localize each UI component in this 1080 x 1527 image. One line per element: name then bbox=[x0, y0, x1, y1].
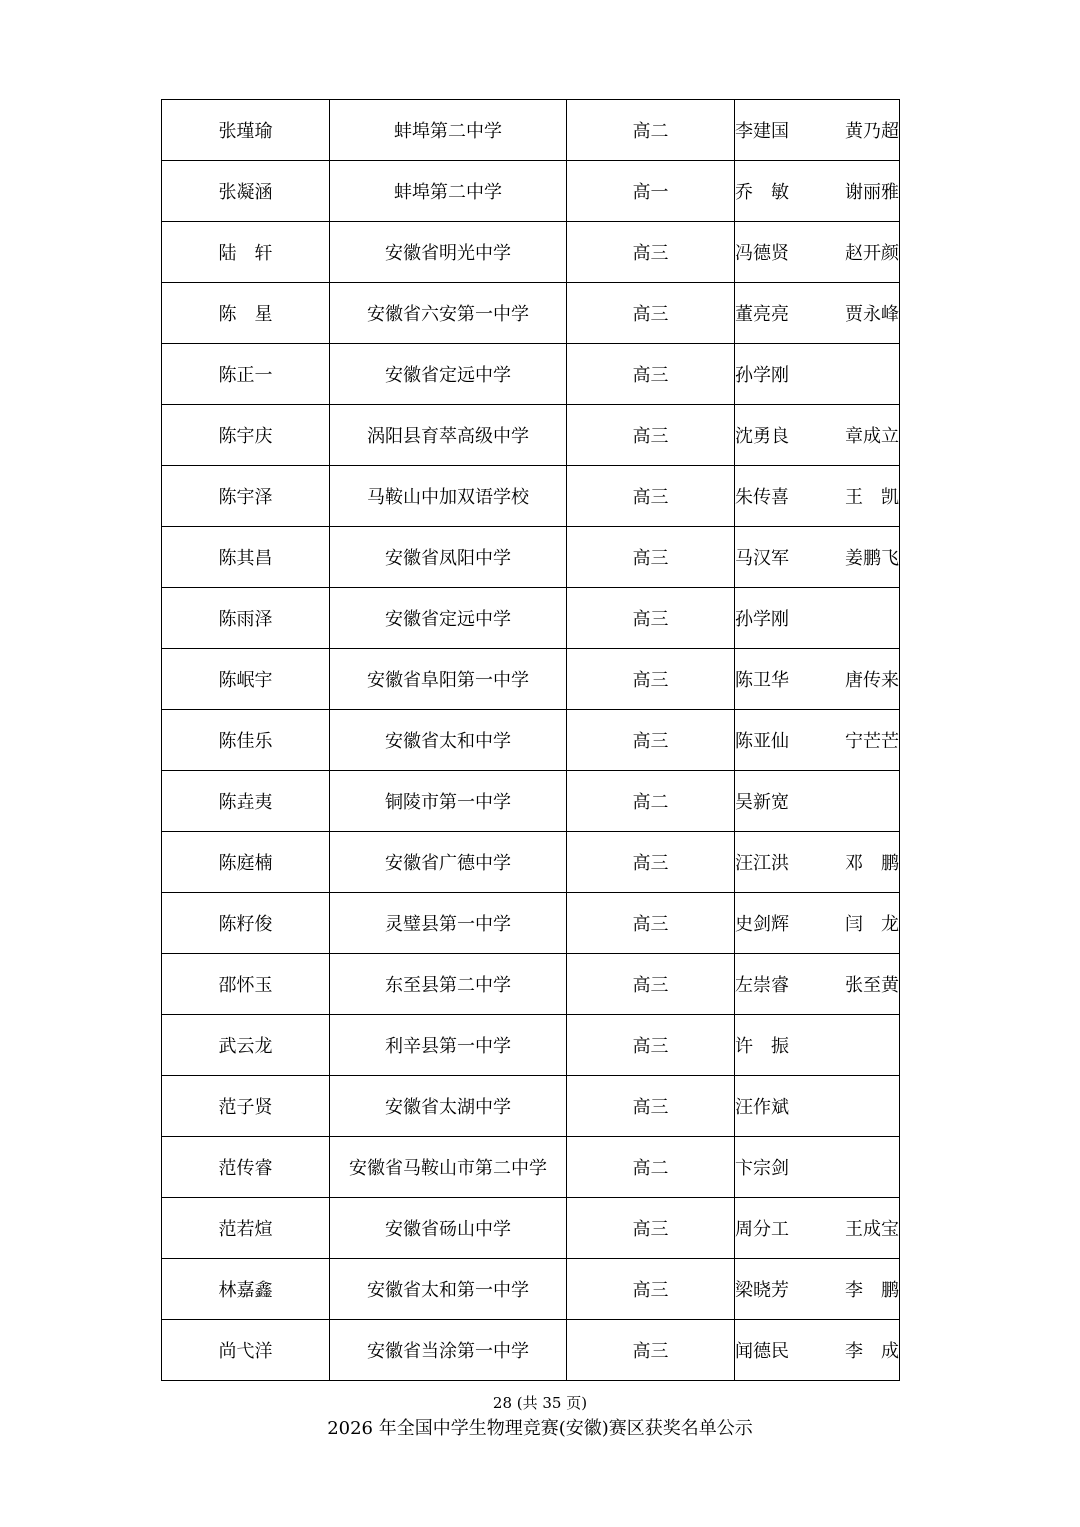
grade-cell: 高三 bbox=[567, 466, 735, 527]
school-cell: 安徽省定远中学 bbox=[330, 344, 567, 405]
table-row bbox=[162, 1015, 900, 1076]
school-cell: 东至县第二中学 bbox=[330, 954, 567, 1015]
coach-name-1: 陈卫华 bbox=[735, 670, 789, 691]
coach-cell bbox=[735, 771, 900, 832]
table-row bbox=[162, 344, 900, 405]
grade-cell: 高三 bbox=[567, 893, 735, 954]
coach-cell bbox=[735, 954, 900, 1015]
coach-cell bbox=[735, 1015, 900, 1076]
coach-name-2: 李 成 bbox=[845, 1341, 899, 1362]
grade-cell: 高三 bbox=[567, 1259, 735, 1320]
grade-cell: 高三 bbox=[567, 1076, 735, 1137]
table-row bbox=[162, 649, 900, 710]
coach-name-1: 孙学刚 bbox=[735, 365, 789, 386]
coach-name-2: 宁芒芒 bbox=[845, 731, 899, 752]
coach-name-1: 沈勇良 bbox=[735, 426, 789, 447]
table-row bbox=[162, 527, 900, 588]
coach-name-1: 汪作斌 bbox=[735, 1097, 789, 1118]
coach-name-1: 马汉军 bbox=[735, 548, 789, 569]
coach-cell bbox=[735, 222, 900, 283]
grade-cell: 高三 bbox=[567, 527, 735, 588]
grade-cell: 高三 bbox=[567, 649, 735, 710]
coach-name-1: 史剑辉 bbox=[735, 914, 789, 935]
student-name-cell: 邵怀玉 bbox=[162, 954, 330, 1015]
coach-name-2: 贾永峰 bbox=[845, 304, 899, 325]
page-number: 28 (共 35 页) bbox=[492, 1394, 588, 1412]
student-name-cell: 陈籽俊 bbox=[162, 893, 330, 954]
table-row bbox=[162, 283, 900, 344]
student-name-cell: 陈其昌 bbox=[162, 527, 330, 588]
student-name-cell: 林嘉鑫 bbox=[162, 1259, 330, 1320]
coach-name-2: 赵开颜 bbox=[845, 243, 899, 264]
student-name-cell: 武云龙 bbox=[162, 1015, 330, 1076]
table-row bbox=[162, 1259, 900, 1320]
coach-cell bbox=[735, 100, 900, 161]
coach-name-1: 左崇睿 bbox=[735, 975, 789, 996]
school-cell: 安徽省太和中学 bbox=[330, 710, 567, 771]
coach-cell bbox=[735, 283, 900, 344]
school-cell: 安徽省凤阳中学 bbox=[330, 527, 567, 588]
coach-name-1: 乔 敏 bbox=[735, 182, 789, 203]
school-cell: 利辛县第一中学 bbox=[330, 1015, 567, 1076]
coach-cell bbox=[735, 1198, 900, 1259]
coach-cell bbox=[735, 710, 900, 771]
coach-name-1: 闻德民 bbox=[735, 1341, 789, 1362]
table-row bbox=[162, 1198, 900, 1259]
grade-cell: 高三 bbox=[567, 405, 735, 466]
student-name-cell: 张瑾瑜 bbox=[162, 100, 330, 161]
coach-cell bbox=[735, 527, 900, 588]
table-row bbox=[162, 100, 900, 161]
student-name-cell: 范传睿 bbox=[162, 1137, 330, 1198]
coach-cell bbox=[735, 1320, 900, 1381]
grade-cell: 高二 bbox=[567, 100, 735, 161]
coach-cell bbox=[735, 649, 900, 710]
coach-name-2: 姜鹏飞 bbox=[845, 548, 899, 569]
coach-name-1: 李建国 bbox=[735, 121, 789, 142]
student-name-cell: 张凝涵 bbox=[162, 161, 330, 222]
school-cell: 安徽省砀山中学 bbox=[330, 1198, 567, 1259]
coach-cell bbox=[735, 466, 900, 527]
coach-cell bbox=[735, 832, 900, 893]
table-row bbox=[162, 954, 900, 1015]
school-cell: 马鞍山中加双语学校 bbox=[330, 466, 567, 527]
coach-cell bbox=[735, 161, 900, 222]
table-row bbox=[162, 1137, 900, 1198]
awards-table bbox=[161, 99, 900, 1381]
table-row bbox=[162, 710, 900, 771]
coach-name-2: 王成宝 bbox=[845, 1219, 899, 1240]
coach-cell bbox=[735, 1137, 900, 1198]
school-cell: 蚌埠第二中学 bbox=[330, 100, 567, 161]
coach-name-1: 朱传喜 bbox=[735, 487, 789, 508]
student-name-cell: 陈庭楠 bbox=[162, 832, 330, 893]
school-cell: 安徽省六安第一中学 bbox=[330, 283, 567, 344]
table-row bbox=[162, 161, 900, 222]
coach-name-1: 冯德贤 bbox=[735, 243, 789, 264]
coach-name-2: 唐传来 bbox=[845, 670, 899, 691]
table-row bbox=[162, 222, 900, 283]
table-row bbox=[162, 588, 900, 649]
grade-cell: 高三 bbox=[567, 832, 735, 893]
school-cell: 安徽省定远中学 bbox=[330, 588, 567, 649]
coach-name-1: 周分工 bbox=[735, 1219, 789, 1240]
table-row bbox=[162, 893, 900, 954]
coach-name-1: 陈亚仙 bbox=[735, 731, 789, 752]
school-cell: 涡阳县育萃高级中学 bbox=[330, 405, 567, 466]
coach-cell bbox=[735, 588, 900, 649]
coach-name-2: 闫 龙 bbox=[845, 914, 899, 935]
coach-name-1: 许 振 bbox=[735, 1036, 789, 1057]
coach-name-2: 张至黄 bbox=[845, 975, 899, 996]
student-name-cell: 陆 轩 bbox=[162, 222, 330, 283]
coach-name-2: 谢丽雅 bbox=[845, 182, 899, 203]
school-cell: 灵璧县第一中学 bbox=[330, 893, 567, 954]
coach-name-2: 章成立 bbox=[845, 426, 899, 447]
document-title: 2026 年全国中学生物理竞赛(安徽)赛区获奖名单公示 bbox=[327, 1418, 753, 1439]
grade-cell: 高一 bbox=[567, 161, 735, 222]
coach-name-1: 卞宗剑 bbox=[735, 1158, 789, 1179]
coach-name-1: 董亮亮 bbox=[735, 304, 789, 325]
grade-cell: 高三 bbox=[567, 1015, 735, 1076]
school-cell: 安徽省当涂第一中学 bbox=[330, 1320, 567, 1381]
grade-cell: 高二 bbox=[567, 1137, 735, 1198]
grade-cell: 高三 bbox=[567, 588, 735, 649]
coach-cell bbox=[735, 1259, 900, 1320]
table-row bbox=[162, 405, 900, 466]
student-name-cell: 范子贤 bbox=[162, 1076, 330, 1137]
school-cell: 安徽省马鞍山市第二中学 bbox=[330, 1137, 567, 1198]
coach-name-1: 吴新宽 bbox=[735, 792, 789, 813]
coach-name-2: 李 鹏 bbox=[845, 1280, 899, 1301]
table-row bbox=[162, 466, 900, 527]
school-cell: 安徽省太湖中学 bbox=[330, 1076, 567, 1137]
student-name-cell: 范若煊 bbox=[162, 1198, 330, 1259]
school-cell: 安徽省阜阳第一中学 bbox=[330, 649, 567, 710]
student-name-cell: 陈宇庆 bbox=[162, 405, 330, 466]
school-cell: 安徽省明光中学 bbox=[330, 222, 567, 283]
coach-cell bbox=[735, 1076, 900, 1137]
table-row bbox=[162, 771, 900, 832]
student-name-cell: 陈岷宇 bbox=[162, 649, 330, 710]
awards-table-body bbox=[162, 100, 900, 1381]
student-name-cell: 陈宇泽 bbox=[162, 466, 330, 527]
table-row bbox=[162, 832, 900, 893]
coach-cell bbox=[735, 344, 900, 405]
school-cell: 安徽省广德中学 bbox=[330, 832, 567, 893]
student-name-cell: 陈雨泽 bbox=[162, 588, 330, 649]
coach-name-2: 王 凯 bbox=[845, 487, 899, 508]
coach-name-1: 汪江洪 bbox=[735, 853, 789, 874]
coach-name-1: 梁晓芳 bbox=[735, 1280, 789, 1301]
school-cell: 安徽省太和第一中学 bbox=[330, 1259, 567, 1320]
grade-cell: 高三 bbox=[567, 344, 735, 405]
student-name-cell: 陈垚夷 bbox=[162, 771, 330, 832]
student-name-cell: 陈 星 bbox=[162, 283, 330, 344]
coach-name-1: 孙学刚 bbox=[735, 609, 789, 630]
student-name-cell: 尚弋洋 bbox=[162, 1320, 330, 1381]
school-cell: 蚌埠第二中学 bbox=[330, 161, 567, 222]
grade-cell: 高三 bbox=[567, 710, 735, 771]
coach-name-2: 邓 鹏 bbox=[845, 853, 899, 874]
grade-cell: 高三 bbox=[567, 283, 735, 344]
grade-cell: 高三 bbox=[567, 1198, 735, 1259]
student-name-cell: 陈正一 bbox=[162, 344, 330, 405]
coach-cell bbox=[735, 893, 900, 954]
grade-cell: 高二 bbox=[567, 771, 735, 832]
table-row bbox=[162, 1320, 900, 1381]
student-name-cell: 陈佳乐 bbox=[162, 710, 330, 771]
coach-name-2: 黄乃超 bbox=[845, 121, 899, 142]
coach-cell bbox=[735, 405, 900, 466]
grade-cell: 高三 bbox=[567, 1320, 735, 1381]
grade-cell: 高三 bbox=[567, 954, 735, 1015]
table-row bbox=[162, 1076, 900, 1137]
grade-cell: 高三 bbox=[567, 222, 735, 283]
school-cell: 铜陵市第一中学 bbox=[330, 771, 567, 832]
